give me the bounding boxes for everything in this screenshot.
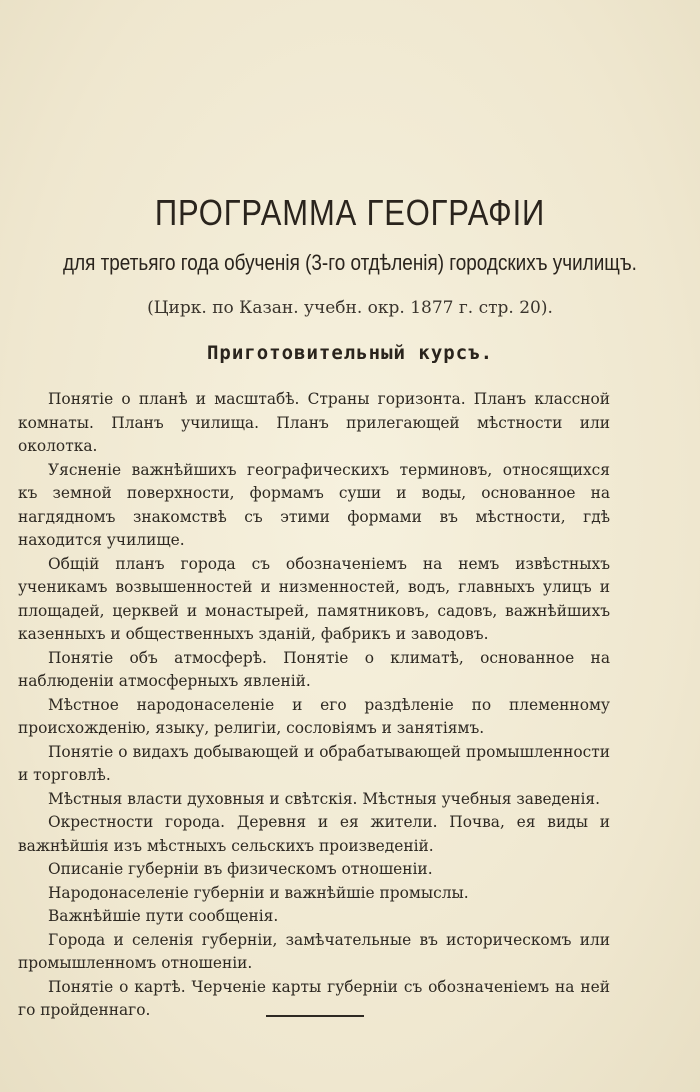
- paragraph: Важнѣйшіе пути сообщенія.: [48, 907, 279, 925]
- paragraph: Уясненіе важнѣйшихъ географическихъ терминовъ, относящихся къ земной поверхности, формамъ суши и воды, основанное на нагдядномъ знакомствѣ съ этими формами въ мѣстности, гдѣ находится училище.: [18, 460, 610, 549]
- section-heading: Приготовительный курсъ.: [206, 342, 494, 364]
- paragraph: Окрестности города. Деревня и ея жители. Почва, ея виды и важнѣйшія изъ мѣстныхъ сельскихъ произведеній.: [18, 813, 610, 855]
- body-text: [18, 388, 610, 1023]
- page-subtitle: для третьяго года обученія (3-го отдѣленія) городскихъ училищъ.: [63, 250, 637, 275]
- citation: (Цирк. по Казан. учебн. окр. 1877 г. стр. 20).: [147, 298, 553, 318]
- paragraph: Мѣстное народонаселеніе и его раздѣленіе по племенному происхожденію, языку, религіи, сословіямъ и занятіямъ.: [18, 695, 610, 737]
- paragraph: Понятіе о картѣ. Черченіе карты губерніи съ обозначеніемъ на ней го пройденнаго.: [18, 977, 610, 1019]
- paragraph: Общій планъ города съ обозначеніемъ на немъ извѣстныхъ ученикамъ возвышенностей и низменностей, водъ, главныхъ улицъ и площадей, церквей и монастырей, памятниковъ, садовъ, важнѣйшихъ казенныхъ и общественныхъ зданій, фабрикъ и заводовъ.: [18, 554, 610, 643]
- paragraph: Описаніе губерніи въ физическомъ отношеніи.: [48, 860, 433, 878]
- paragraph: Народонаселеніе губерніи и важнѣйшіе промыслы.: [48, 883, 469, 902]
- paragraph: Понятіе о видахъ добывающей и обрабатывающей промышленности и торговлѣ.: [18, 742, 610, 784]
- paragraph: Понятіе объ атмосферѣ. Понятіе о климатѣ, основанное на наблюденіи атмосферныхъ явленій.: [18, 648, 610, 690]
- paragraph: Города и селенія губерніи, замѣчательные въ историческомъ или промышленномъ отношеніи.: [18, 930, 610, 972]
- page-title: ПРОГРАММА ГЕОГРАФІИ: [154, 192, 546, 233]
- paragraph: Понятіе о планѣ и масштабѣ. Страны горизонта. Планъ классной комнаты. Планъ училища. Планъ прилегающей мѣстности или околотка.: [18, 390, 610, 455]
- closing-rule: [266, 1015, 364, 1017]
- paragraph: Мѣстныя власти духовныя и свѣтскія. Мѣстныя учебныя заведенія.: [48, 789, 601, 808]
